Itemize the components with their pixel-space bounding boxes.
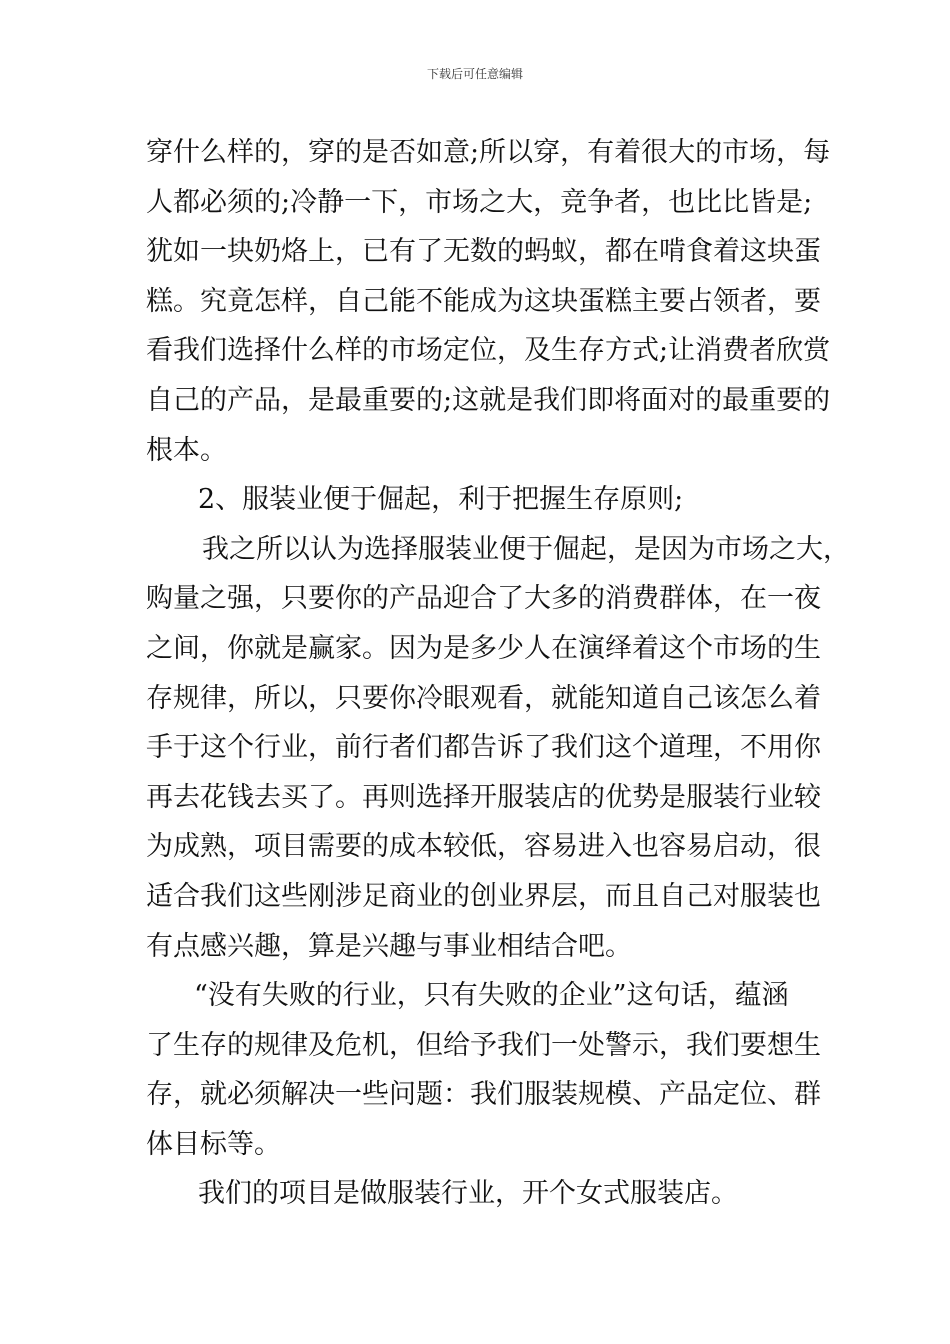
text-line: 根本。 xyxy=(146,434,227,466)
text-line: 自己的产品，是最重要的;这就是我们即将面对的最重要的 xyxy=(146,384,831,416)
text-line: 体目标等。 xyxy=(146,1128,281,1160)
text-line: 穿什么样的，穿的是否如意;所以穿，有着很大的市场，每 xyxy=(146,137,831,168)
text-line: 我之所以认为选择服装业便于倔起，是因为市场之大， xyxy=(202,533,850,565)
text-line: 为成熟，项目需要的成本较低，容易进入也容易启动，很 xyxy=(146,831,821,863)
text-line: 存规律，所以，只要你冷眼观看，就能知道自己该怎么着 xyxy=(146,682,821,714)
text-line: 犹如一块奶烙上，已有了无数的蚂蚁，都在啃食着这块蛋 xyxy=(146,236,821,268)
text-line: 我们的项目是做服装行业，开个女式服装店。 xyxy=(198,1178,738,1210)
text-line: 有点感兴趣，算是兴趣与事业相结合吧。 xyxy=(146,930,632,962)
document-body xyxy=(146,128,850,1219)
text-line: 了生存的规律及危机，但给予我们一处警示，我们要想生 xyxy=(146,1029,821,1061)
page-header: 下载后可任意编辑 xyxy=(426,67,523,81)
text-line: 看我们选择什么样的市场定位，及生存方式;让消费者欣赏 xyxy=(146,335,831,367)
text-line: 存，就必须解决一些问题：我们服装规模、产品定位、群 xyxy=(146,1079,821,1111)
text-line: “没有失败的行业，只有失败的企业”这句话，蕴涵 xyxy=(194,980,789,1012)
section-heading: 2、服装业便于倔起，利于把握生存原则; xyxy=(198,484,684,516)
text-line: 手于这个行业，前行者们都告诉了我们这个道理，不用你 xyxy=(146,732,821,764)
text-line: 购量之强，只要你的产品迎合了大多的消费群体，在一夜 xyxy=(146,583,821,615)
text-line: 适合我们这些刚涉足商业的创业界层，而且自己对服装也 xyxy=(146,880,821,912)
text-line: 再去花钱去买了。再则选择开服装店的优势是服装行业较 xyxy=(146,781,821,813)
text-line: 之间，你就是赢家。因为是多少人在演绎着这个市场的生 xyxy=(146,632,821,664)
text-line: 糕。究竟怎样，自己能不能成为这块蛋糕主要占领者，要 xyxy=(146,285,821,317)
text-line: 人都必须的;冷静一下，市场之大，竞争者，也比比皆是; xyxy=(146,186,813,218)
